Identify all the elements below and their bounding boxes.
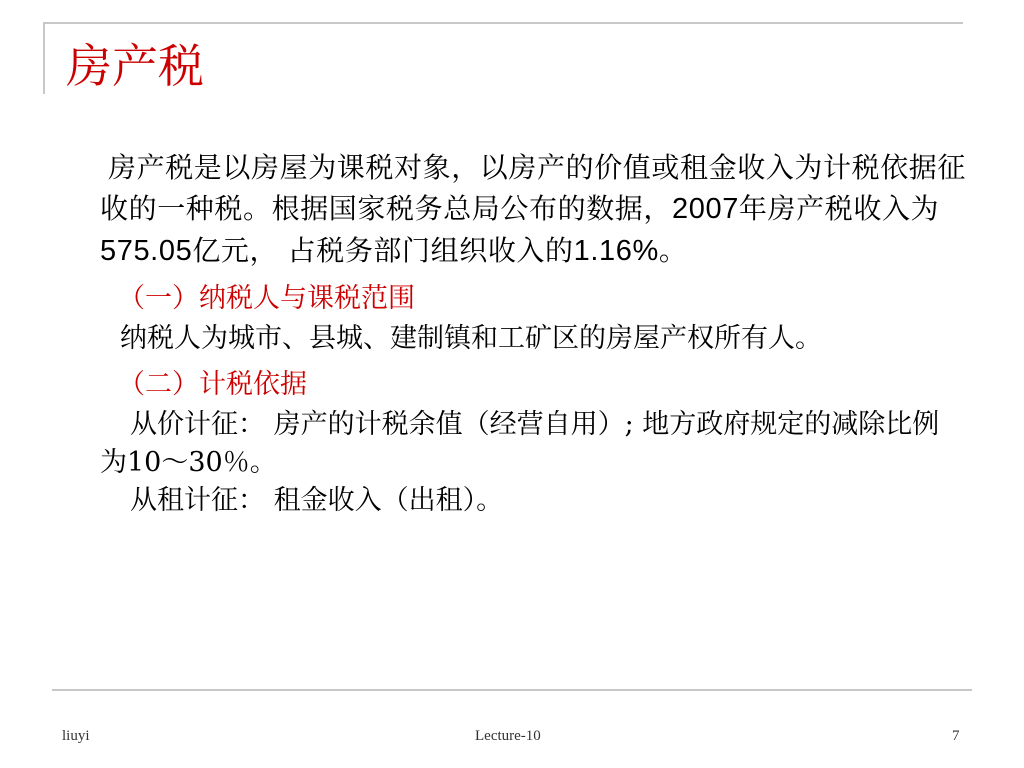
footer-author: liuyi [62, 728, 90, 744]
intro-text-c: 亿元， 占税务部门组织收入的 [192, 234, 574, 267]
intro-paragraph [100, 147, 966, 272]
intro-percent: 1.16% [573, 235, 659, 267]
ad-valorem-paragraph: 从价计征： 房产的计税余值（经营自用）; 地方政府规定的减除比例为10～30％。 [100, 409, 940, 478]
slide-content [100, 147, 966, 520]
slide-title: 房产税 [66, 39, 204, 93]
intro-amount: 575.05 [100, 235, 193, 267]
top-decorative-rule [43, 22, 963, 24]
rental-paragraph: 从租计征： 租金收入（出租）。 [130, 485, 504, 516]
intro-text-b: 年房产税收入为 [738, 192, 940, 225]
intro-text-a: 房产税是以房屋为课税对象，以房产的价值或租金收入为计税依据征收的一种税。根据国家税务总局公布的数据， [100, 151, 967, 225]
section-heading-taxpayer: （一）纳税人与课税范围 [118, 283, 415, 314]
intro-text-d: 。 [658, 234, 688, 267]
intro-year: 2007 [672, 193, 739, 225]
section-heading-tax-basis: （二）计税依据 [118, 369, 307, 400]
footer-page-number: 7 [952, 728, 960, 744]
left-decorative-rule [43, 22, 45, 94]
taxpayer-paragraph: 纳税人为城市、县城、建制镇和工矿区的房屋产权所有人。 [120, 323, 822, 354]
footer-lecture: Lecture-10 [475, 728, 541, 744]
footer-rule [52, 689, 972, 691]
